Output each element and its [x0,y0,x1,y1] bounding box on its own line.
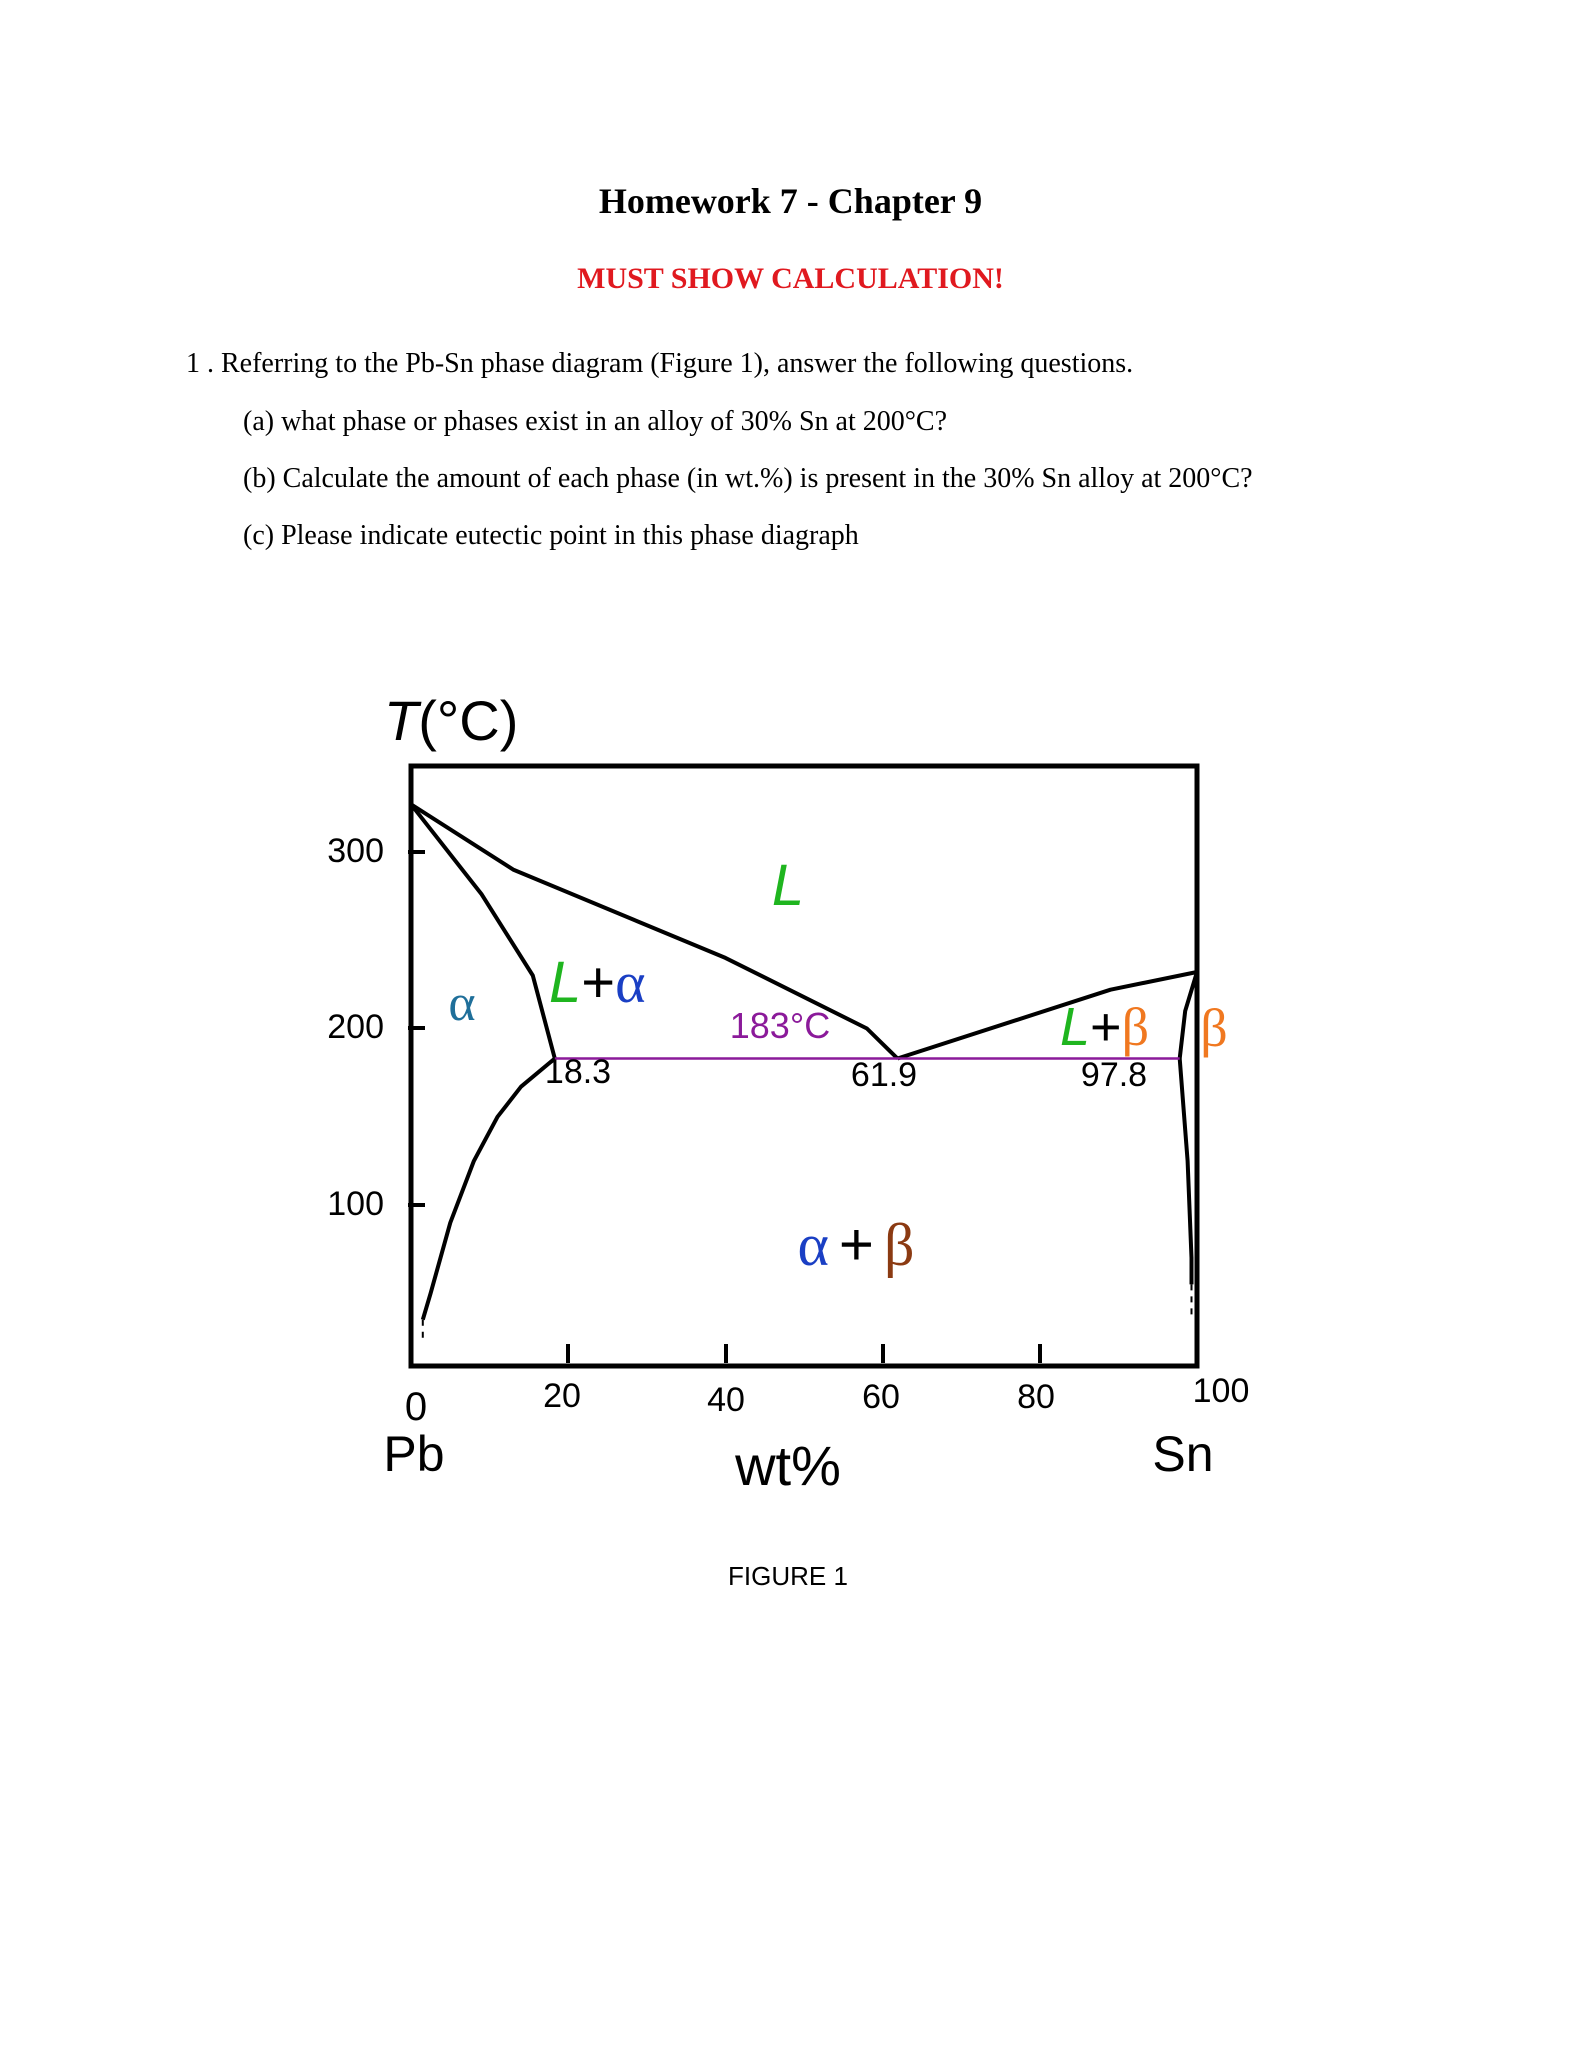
solvus-right-curve [1180,1059,1192,1285]
region-l-plus-beta-label [1060,997,1149,1057]
region-l-plus-alpha-plus: + [581,950,616,1015]
solvus-left-curve [423,1059,555,1320]
region-liquid-label: L [771,853,805,918]
y-axis-label-variable: T [384,689,419,752]
region-l-plus-alpha-L: L [549,950,582,1015]
x-tick-label-80: 80 [1017,1378,1055,1416]
x-tick-marks [568,1344,1040,1363]
region-alpha-label: α [448,975,476,1032]
region-alpha-plus-beta-label [797,1211,914,1278]
page-title: Homework 7 - Chapter 9 [598,181,983,221]
page-subtitle: MUST SHOW CALCULATION! [577,262,1004,295]
x-tick-label-40: 40 [707,1381,745,1419]
region-l-plus-alpha-alpha: α [615,950,646,1015]
y-axis-label [384,689,518,752]
solidus-right-curve [1180,972,1197,1059]
beta-limit-label: 97.8 [1080,1056,1148,1094]
question-part-a: (a) what phase or phases exist in an alloy of 30% Sn at 200°C? [243,406,948,437]
region-alpha-plus-beta-alpha: α [797,1212,829,1278]
question-number: 1 . [186,348,214,379]
left-component-label: Pb [383,1426,445,1482]
x-tick-label-60: 60 [862,1378,900,1416]
y-tick-label-200: 200 [327,1008,384,1046]
region-beta-label: β [1200,998,1228,1058]
question-part-c: (c) Please indicate eutectic point in this phase diagraph [243,520,859,551]
x-tick-label-100: 100 [1192,1372,1250,1410]
eutectic-composition-label: 61.9 [850,1056,918,1094]
figure-caption: FIGURE 1 [728,1561,848,1591]
question-part-b: (b) Calculate the amount of each phase (in wt.%) is present in the 30% Sn alloy at 200°C? [243,463,1253,494]
alpha-limit-label: 18.3 [544,1053,612,1091]
question-text: Referring to the Pb-Sn phase diagram (Figure 1), answer the following questions. [221,348,1134,379]
region-l-plus-beta-plus: + [1090,997,1122,1057]
y-tick-label-100: 100 [327,1185,384,1223]
region-alpha-plus-beta-beta: β [883,1212,915,1278]
x-tick-label-0: 0 [404,1385,428,1429]
region-l-plus-beta-L: L [1060,997,1091,1057]
eutectic-temperature-label: 183°C [729,1005,831,1046]
y-tick-label-300: 300 [327,832,384,870]
solidus-left-curve [411,804,555,1058]
region-l-plus-beta-beta: β [1121,997,1150,1057]
x-axis-label: wt% [735,1434,841,1497]
region-alpha-plus-beta-plus: + [838,1211,874,1278]
region-l-plus-alpha-label [549,950,646,1015]
right-component-label: Sn [1152,1426,1214,1482]
liquidus-right-curve [898,972,1198,1059]
x-tick-label-20: 20 [543,1377,581,1415]
y-axis-label-unit: (°C) [418,689,519,752]
